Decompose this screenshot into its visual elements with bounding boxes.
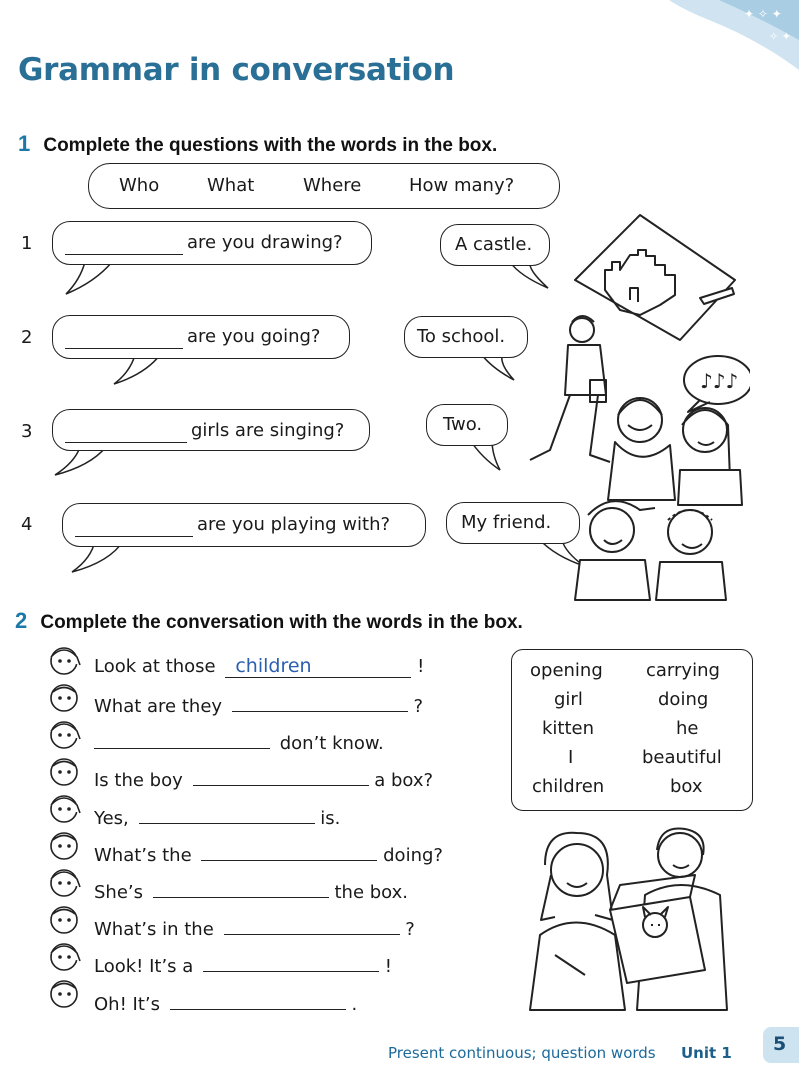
- item-number: 4: [21, 514, 33, 535]
- line-text-after: the box.: [334, 882, 409, 903]
- box-word: I: [568, 747, 574, 768]
- line-text-before: She’s: [94, 882, 144, 903]
- answer-text: A castle.: [455, 234, 533, 255]
- page-number: 5: [773, 1033, 787, 1055]
- exercise1-illustration: [520, 210, 750, 610]
- line-text-after: !: [384, 956, 393, 977]
- box-word: Who: [119, 175, 160, 196]
- svg-text:✧ ✦: ✧ ✦: [769, 30, 791, 43]
- line-text-before: Look! It’s a: [94, 956, 194, 977]
- box-word: What: [207, 175, 255, 196]
- exercise2-number: 2: [15, 608, 28, 633]
- question-bubble: [62, 503, 426, 547]
- conversation-line: [94, 730, 384, 754]
- exercise2-word-box: [511, 649, 753, 811]
- speaker-faces: [44, 643, 92, 1023]
- exercise2-illustration: [515, 825, 745, 1015]
- question-bubble: [52, 409, 370, 451]
- box-word: How many?: [409, 175, 515, 196]
- answer-blank[interactable]: [201, 842, 377, 861]
- question-text: are you drawing?: [187, 232, 343, 253]
- line-text-after: ?: [405, 919, 415, 940]
- line-text-after: doing?: [383, 845, 443, 866]
- answer-blank[interactable]: [203, 953, 379, 972]
- answer-blank[interactable]: [170, 991, 346, 1010]
- footer-unit: Unit 1: [681, 1044, 732, 1062]
- answer-blank[interactable]: [193, 767, 369, 786]
- answer-text: To school.: [417, 326, 506, 347]
- exercise1-instruction: Complete the questions with the words in the box.: [43, 135, 498, 156]
- box-word: beautiful: [642, 747, 722, 768]
- box-word: opening: [530, 660, 603, 681]
- page-title: Grammar in conversation: [18, 52, 455, 88]
- line-text-before: What’s the: [94, 845, 192, 866]
- box-word: girl: [554, 689, 583, 710]
- line-text-after: .: [351, 994, 358, 1015]
- line-text-before: What are they: [94, 696, 223, 717]
- answer-blank[interactable]: [65, 236, 183, 255]
- conversation-line: [94, 916, 415, 940]
- line-text-before: Yes,: [94, 808, 129, 829]
- line-text-before: Is the boy: [94, 770, 183, 791]
- question-bubble: [52, 221, 372, 265]
- conversation-line: [94, 953, 392, 977]
- answer-bubble: [404, 316, 528, 358]
- answer-blank[interactable]: [65, 424, 187, 443]
- answer-blank[interactable]: [139, 805, 315, 824]
- conversation-line: [94, 842, 443, 866]
- page-number-tab: [763, 1027, 799, 1063]
- conversation-line: [94, 655, 424, 678]
- answer-blank[interactable]: [94, 730, 270, 749]
- box-word: children: [532, 776, 605, 797]
- question-text: are you going?: [187, 326, 321, 347]
- question-text: girls are singing?: [191, 420, 345, 441]
- svg-text:♪♪♪: ♪♪♪: [700, 369, 739, 393]
- conversation-line: [94, 693, 423, 717]
- answer-blank[interactable]: [65, 330, 183, 349]
- exercise1-number: 1: [18, 131, 31, 156]
- footer-topic: Present continuous; question words: [388, 1044, 656, 1062]
- conversation-line: [94, 879, 408, 903]
- box-word: box: [670, 776, 703, 797]
- answer-blank[interactable]: [75, 518, 193, 537]
- exercise2-instruction: Complete the conversation with the words in the box.: [40, 612, 523, 633]
- item-number: 3: [21, 421, 33, 442]
- box-word: he: [676, 718, 699, 739]
- conversation-line: [94, 805, 340, 829]
- line-text-before: What’s in the: [94, 919, 214, 940]
- line-text-before: Oh! It’s: [94, 994, 160, 1015]
- item-number: 1: [21, 233, 33, 254]
- line-text-after: a box?: [374, 770, 434, 791]
- question-bubble: [52, 315, 350, 359]
- box-word: Where: [303, 175, 362, 196]
- answer-blank[interactable]: children: [225, 655, 411, 678]
- svg-text:✦ ✧ ✦: ✦ ✧ ✦: [744, 7, 782, 21]
- answer-text: My friend.: [461, 512, 552, 533]
- line-text-after: don’t know.: [279, 733, 384, 754]
- answer-text: Two.: [443, 414, 483, 435]
- answer-blank[interactable]: [153, 879, 329, 898]
- answer-blank[interactable]: [232, 693, 408, 712]
- item-number: 2: [21, 327, 33, 348]
- conversation-line: [94, 767, 433, 791]
- question-text: are you playing with?: [197, 514, 391, 535]
- exercise2-heading: [15, 608, 523, 634]
- conversation-line: [94, 991, 357, 1015]
- box-word: doing: [658, 689, 709, 710]
- line-text-before: Look at those: [94, 656, 216, 677]
- line-text-after: ?: [413, 696, 424, 717]
- answer-blank[interactable]: [224, 916, 400, 935]
- answer-bubble: [426, 404, 508, 446]
- box-word: carrying: [646, 660, 720, 681]
- line-text-after: is.: [320, 808, 341, 829]
- line-text-after: !: [417, 656, 425, 677]
- box-word: kitten: [542, 718, 595, 739]
